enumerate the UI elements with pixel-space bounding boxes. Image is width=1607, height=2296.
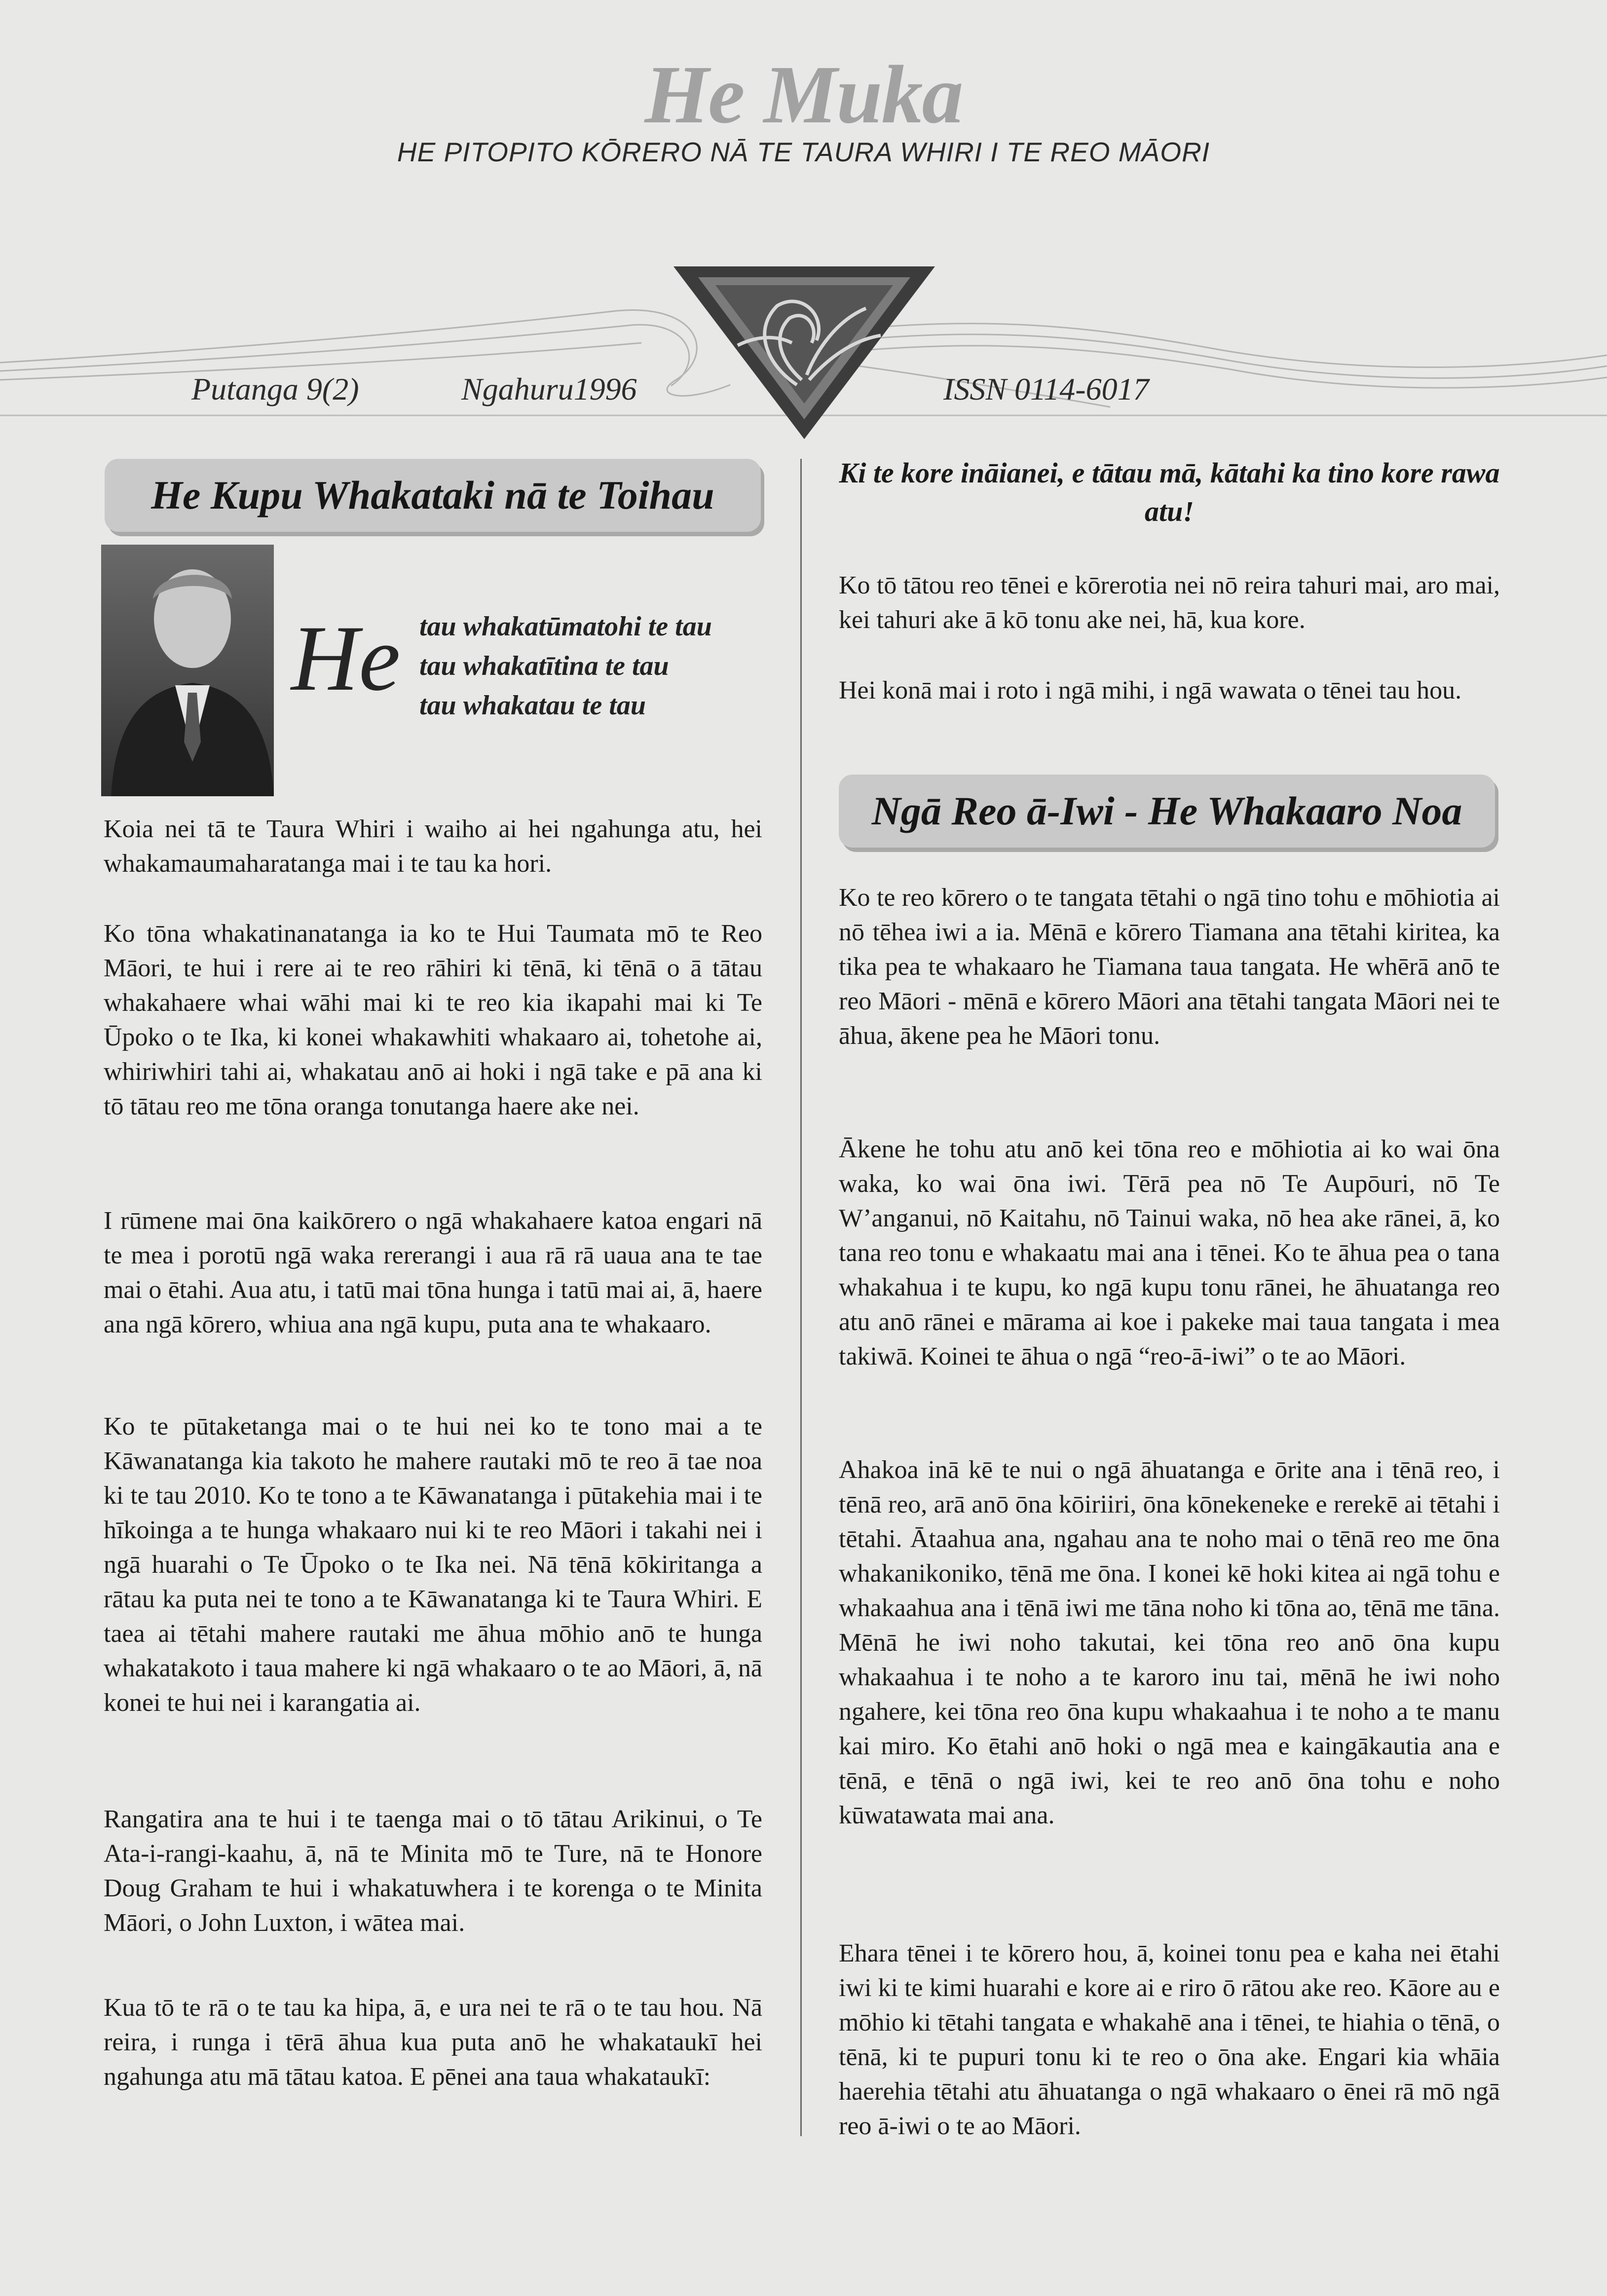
left-paragraph-6: Kua tō te rā o te tau ka hipa, ā, e ura nei te rā o te tau hou. Nā reira, i runga i tērā āhua kua puta anō he whakataukī hei ngahunga atu mā tātau katoa. E pēnei ana taua whakataukī: bbox=[104, 1994, 762, 2091]
right-paragraph-3: Ahakoa inā kē te nui o ngā āhuatanga e ōrite ana i tēnā reo, i tēnā reo, arā anō ōna kōiriiri, ōna kōnekeneke e rerekē ai tētahi i tētahi. Ātaahua ana, ngahau ana te noho mai o tēnā reo me ōna whakanikoniko, tēnā me ōna. I konei kē hoki kitea ai ngā tohu e whakaahua ana i tēnā iwi me tāna noho ki tōna ao, tēnā me tāna. Mēnā he iwi noho takutai, kei tōna reo anō ōna kupu whakaahua i te noho a te karoro inu tai, mēnā he iwi noho ngahere, kei tōna reo ōna kupu whakaahua i te noho a te manu kai miro. Ko ētahi anō hoki o ngā mea e kaingākautia ana e tēnā, e tēnā o ngā iwi, kei te reo anō ōna tohu e noho kūwatawata mai ana. bbox=[839, 1456, 1500, 1829]
right-intro-paragraph-1: Ko tō tātou reo tēnei e kōrerotia nei nō reira tahuri mai, aro mai, kei tahuri ake ā kō tonu ake nei, hā, kua kore. bbox=[839, 571, 1500, 634]
masthead-title: He Muka bbox=[644, 49, 963, 141]
toihau-photo bbox=[101, 545, 274, 796]
right-intro-paragraph-2: Hei konā mai i roto i ngā mihi, i ngā wawata o tēnei tau hou. bbox=[839, 676, 1462, 704]
issue-date: Ngahuru1996 bbox=[461, 371, 637, 407]
left-paragraph-2: Ko tōna whakatinanatanga ia ko te Hui Taumata mō te Reo Māori, te hui i rere ai te reo rāhiri ki tēnā, ki tēnā o ā tātau whakahaere whai wāhi mai ki te reo kia ikapahi mai ki Te Ūpoko o te Ika, ki konei whakawhiti whakaaro ai, tohetohe ai, whiriwhiri tahi ai, whakatau anō ai hoki i ngā take e pā ana ki tō tātau reo me tōna oranga tonutanga haere ake nei. bbox=[104, 920, 762, 1120]
portrait-image bbox=[101, 545, 274, 796]
poem-initial: He bbox=[291, 607, 401, 710]
left-paragraph-1: Koia nei tā te Taura Whiri i waiho ai hei ngahunga atu, hei whakamaumaharatanga mai i te tau ka hori. bbox=[104, 815, 762, 878]
issn-number: ISSN 0114-6017 bbox=[943, 371, 1149, 407]
taura-whiri-triangle-logo-icon bbox=[669, 261, 940, 444]
toihau-heading: He Kupu Whakataki nā te Toihau bbox=[105, 459, 761, 532]
reo-a-iwi-heading: Ngā Reo ā-Iwi - He Whakaaro Noa bbox=[839, 775, 1495, 848]
poem-line-3: tau whakatau te tau bbox=[419, 690, 646, 721]
poem-line-2: tau whakatītina te tau bbox=[419, 651, 669, 681]
poem-line-1: tau whakatūmatohi te tau bbox=[419, 611, 712, 642]
issue-number: Putanga 9(2) bbox=[191, 371, 359, 407]
left-paragraph-4: Ko te pūtaketanga mai o te hui nei ko te tono mai a te Kāwanatanga kia takoto he mahere rautaki mō te reo ā tae noa ki te tau 2010. Ko te tono a te Kāwanatanga i pūtakehia mai i te hīkoinga a te hunga whakaaro nui ki te reo Māori i takahi nei i ngā huarahi o Te Ūpoko o te Ika nei. Nā tēnā kōkiritanga a rātau ka puta nei te tono a te Kāwanatanga ki te Taura Whiri. E taea ai tētahi mahere rautaki me āhua mōhio anō te hunga whakatakoto i taua mahere ki ngā whakaaro o te ao Māori, ā, nā konei te hui nei i karangatia ai. bbox=[104, 1412, 762, 1717]
right-paragraph-4: Ehara tēnei i te kōrero hou, ā, koinei tonu pea e kaha nei ētahi iwi ki te kimi huarahi e kore ai e riro ō rātou ake reo. Kāore au e mōhio ki tētahi tangata e whakahē ana i tēnei, te hiahia o tēnā, o tēnā, ki te pupuri tonu ki te reo o ōna ake. Engari kia whāia haerehia tētahi atu āhuatanga o ngā whakaaro o ēnei rā mō ngā reo ā-iwi o te ao Māori. bbox=[839, 1939, 1500, 2140]
right-paragraph-2: Ākene he tohu atu anō kei tōna reo e mōhiotia ai ko wai ōna waka, ko wai ōna iwi. Tērā pea nō Te Aupōuri, nō Te W’anganui, nō Kaitahu, nō Tainui waka, nō hea ake rānei, ā, ko tana reo tonu e whakaatu mai ana i tēnei. Ko te āhua pea o tana whakahua i te kupu, ko ngā kupu tonu rānei, he āhuatanga reo atu anō rānei e mārama ai koe i pakeke mai taua tangata i mea takiwā. Koinei te āhua o ngā “reo-ā-iwi” o te ao Māori. bbox=[839, 1135, 1500, 1370]
whakatauki-quote: Ki te kore ināianei, e tātau mā, kātahi ka tino kore rawa atu! bbox=[839, 457, 1500, 527]
column-divider bbox=[800, 459, 802, 2136]
masthead-subtitle: HE PITOPITO KŌRERO NĀ TE TAURA WHIRI I TE REO MĀORI bbox=[397, 137, 1210, 167]
left-paragraph-5: Rangatira ana te hui i te taenga mai o tō tātau Arikinui, o Te Ata-i-rangi-kaahu, ā, nā te Minita mō te Ture, nā te Honore Doug Graham te hui i whakatuwhera i te korenga o te Minita Māori, o John Luxton, i wātea mai. bbox=[104, 1805, 762, 1937]
right-paragraph-1: Ko te reo kōrero o te tangata tētahi o ngā tino tohu e mōhiotia ai nō tēhea iwi a ia. Mēnā e kōrero Tiamana ana tētahi kiritea, ka tika pea te whakaaro he Tiamana taua tangata. He whērā anō te reo Māori - mēnā e kōrero Māori ana tētahi tangata Māori nei te āhua, ākene pea he Māori tonu. bbox=[839, 884, 1500, 1050]
left-paragraph-3: I rūmene mai ōna kaikōrero o ngā whakahaere katoa engari nā te mea i porotū ngā waka rererangi i aua rā rā uaua ana te tae mai o ētahi. Aua atu, i tatū mai tōna hunga i tatū mai ai, ā, haere ana ngā kōrero, whiua ana ngā kupu, puta ana te whakaaro. bbox=[104, 1207, 762, 1338]
